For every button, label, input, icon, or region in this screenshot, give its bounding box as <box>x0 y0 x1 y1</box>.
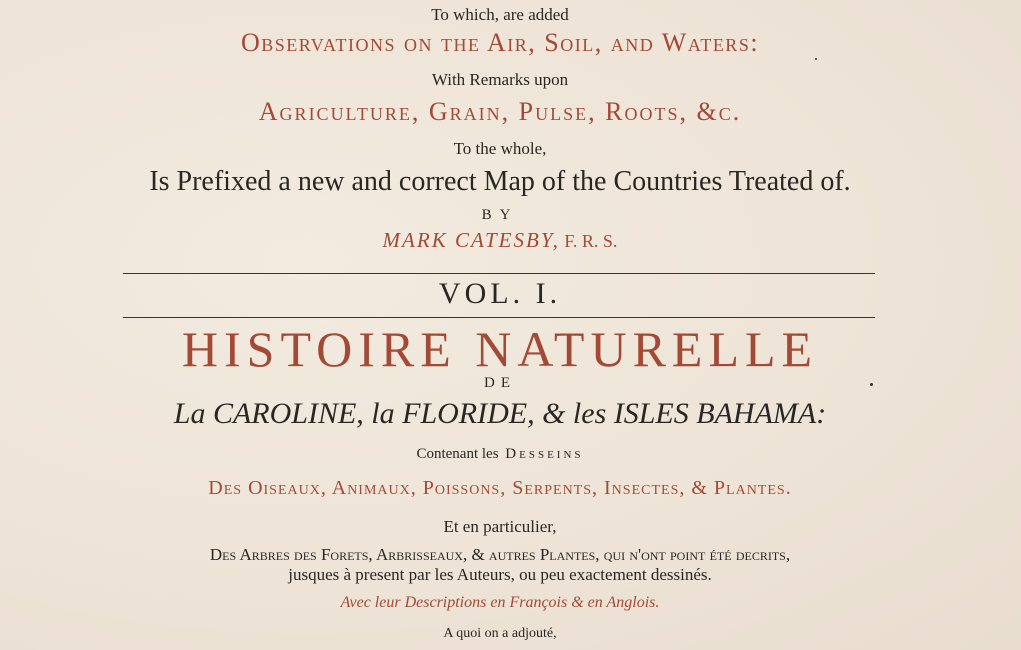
dot-mark <box>870 383 873 386</box>
histoire-title: HISTOIRE NATURELLE <box>181 321 819 377</box>
line-agriculture: Agriculture, Grain, Pulse, Roots, &c. <box>258 97 742 126</box>
author-name: MARK CATESBY, <box>382 228 560 252</box>
line-jusques: jusques à present par les Auteurs, ou peu exactement dessinés. <box>288 565 712 584</box>
line-de: DE <box>484 375 516 391</box>
line-observations: Observations on the Air, Soil, and Waters: <box>240 28 760 57</box>
line-et-en: Et en particulier, <box>443 517 557 536</box>
line-avec: Avec leur Descriptions en François & en Anglois. <box>340 594 660 611</box>
line-oiseaux: Des Oiseaux, Animaux, Poissons, Serpents, Insectes, & Plantes. <box>208 477 792 499</box>
line-to-which: To which, are added <box>431 5 569 24</box>
line-prefixed: Is Prefixed a new and correct Map of the Countries Treated of. <box>149 166 851 197</box>
line-to-the-whole: To the whole, <box>453 139 547 158</box>
dot-mark <box>815 58 817 60</box>
line-contenant <box>0 446 1000 463</box>
line-caroline: La CAROLINE, la FLORIDE, & les ISLES BAHAMA: <box>173 397 827 430</box>
line-arbres: Des Arbres des Forets, Arbrisseaux, & autres Plantes, qui n'ont point été decrits, <box>209 545 791 564</box>
line-with-remarks: With Remarks upon <box>431 70 569 89</box>
line-author <box>0 228 1000 253</box>
rule-bottom <box>123 317 875 318</box>
author-suffix: F. R. S. <box>559 231 618 251</box>
line-a-quoi: A quoi on a adjouté, <box>443 626 557 641</box>
line-by: BY <box>481 207 519 223</box>
contenant-text: Contenant les <box>416 446 499 462</box>
desseins-text: Desseins <box>498 446 584 462</box>
volume-heading: VOL. I. <box>438 277 562 310</box>
rule-top <box>123 273 875 274</box>
